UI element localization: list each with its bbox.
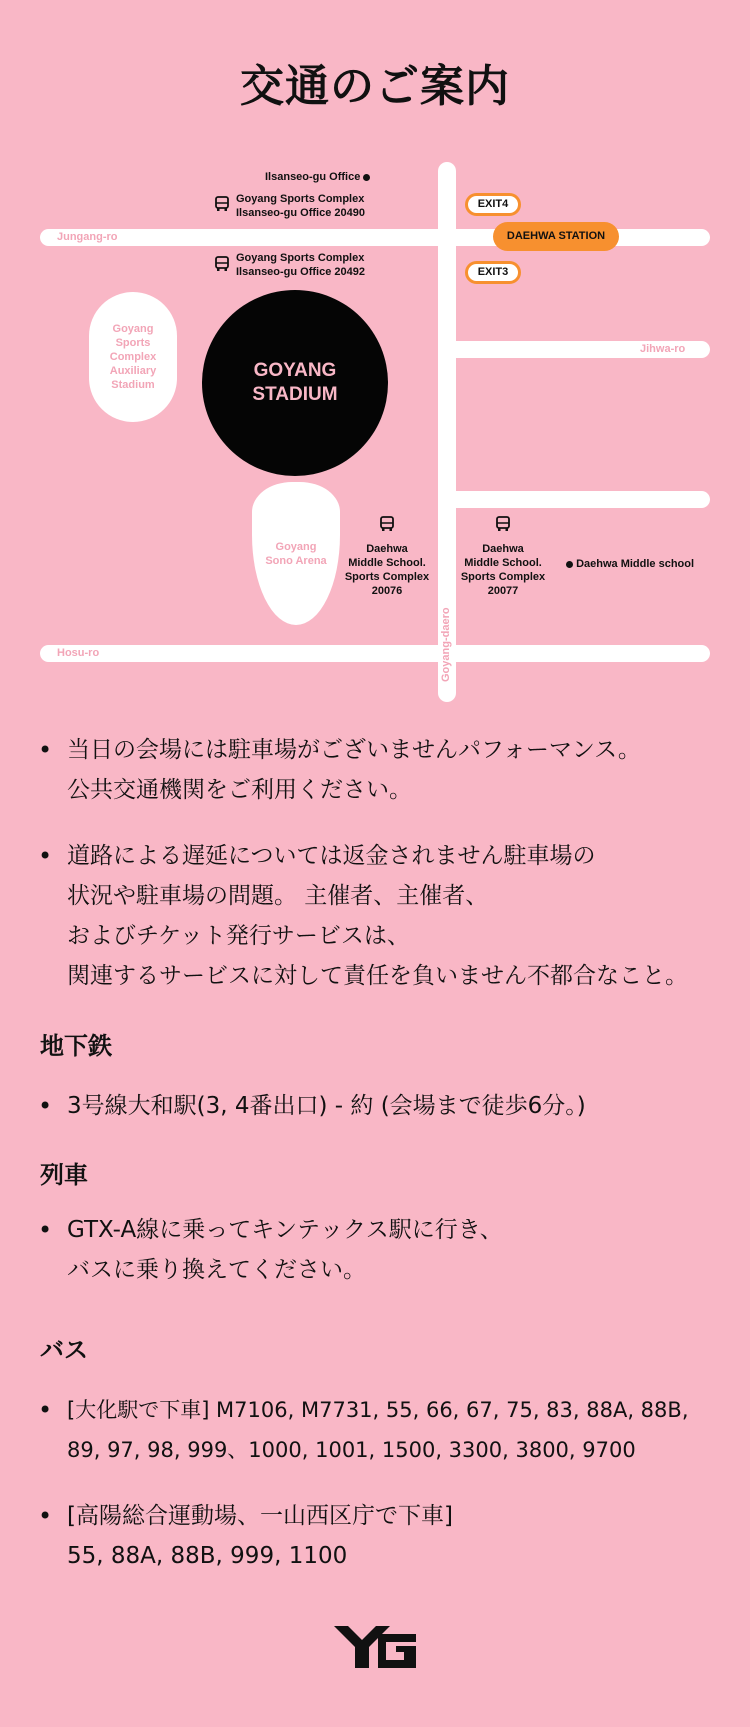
bus-stop-20490-label: Goyang Sports Complex Ilsanseo-gu Office 20490 [236, 193, 365, 219]
bullet: • [38, 1216, 53, 1244]
bus-icon [214, 256, 230, 272]
road-hosu [40, 645, 710, 662]
note2-line2: 状況や駐車場の問題。 主催者、主催者、 [67, 883, 489, 909]
train-item-line2: バスに乗り換えてください。 [67, 1257, 366, 1283]
bus-item2-line1: [高陽総合運動場、一山西区庁で下車] [67, 1503, 453, 1529]
train-heading: 列車 [40, 1161, 88, 1189]
road-label-goyang-daero: Goyang-daero [440, 607, 452, 682]
bullet: • [38, 1396, 53, 1424]
subway-item: 3号線大和駅(3, 4番出口) - 約 (会場まで徒歩6分。) [67, 1093, 586, 1119]
subway-heading: 地下鉄 [40, 1032, 112, 1060]
note2-line3: およびチケット発行サービスは、 [67, 923, 410, 949]
road-label-jungang: Jungang-ro [57, 231, 118, 243]
exit4-badge: EXIT4 [465, 193, 521, 216]
road-label-jihwa: Jihwa-ro [640, 343, 686, 355]
page-title: 交通のご案内 [240, 61, 510, 112]
bus-stop-20077-label: Daehwa Middle School. Sports Complex 20077 [460, 543, 546, 597]
train-item-line1: GTX-A線に乗ってキンテックス駅に行き、 [67, 1217, 503, 1243]
bullet: • [38, 736, 53, 764]
auxiliary-stadium: Goyang Sports Complex Auxiliary Stadium [89, 292, 177, 422]
daehwa-station-badge: DAEHWA STATION [493, 222, 619, 251]
bullet: • [38, 1502, 53, 1530]
bus-heading: バス [40, 1336, 88, 1364]
bus-item1-line1: [大化駅で下車] M7106, M7731, 55, 66, 67, 75, 83, 88A, 88B, [67, 1398, 689, 1422]
bullet: • [38, 842, 53, 870]
note2-line4: 関連するサービスに対して責任を負いません不都合なこと。 [67, 963, 688, 989]
goyang-stadium: GOYANG STADIUM [202, 290, 388, 476]
venue-map [0, 150, 750, 710]
bus-stop-20076-label: Daehwa Middle School. Sports Complex 20076 [344, 543, 430, 597]
note2-line1: 道路による遅延については返金されません駐車場の [67, 843, 596, 869]
note1-line2: 公共交通機関をご利用ください。 [67, 777, 412, 803]
bullet: • [38, 1092, 53, 1120]
road-middle [447, 491, 710, 508]
daehwa-middle-school-label: Daehwa Middle school [566, 557, 694, 571]
note1-line1: 当日の会場には駐車場がございませんパフォーマンス。 [67, 737, 641, 763]
bus-icon [214, 196, 230, 212]
daehwa-middle-school-dot [566, 561, 573, 568]
bus-icon [495, 516, 511, 532]
ilsanseo-office-label: Ilsanseo-gu Office [265, 170, 370, 184]
road-label-hosu: Hosu-ro [57, 647, 100, 659]
exit3-badge: EXIT3 [465, 261, 521, 284]
yg-logo-icon [334, 1626, 416, 1668]
bus-icon [379, 516, 395, 532]
bus-item1-line2: 89, 97, 98, 999、1000, 1001, 1500, 3300, 3800, 9700 [67, 1438, 636, 1462]
bus-stop-20492-label: Goyang Sports Complex Ilsanseo-gu Office 20492 [236, 252, 365, 278]
sono-arena: Goyang Sono Arena [252, 482, 340, 625]
ilsanseo-office-dot [363, 174, 370, 181]
bus-item2-line2: 55, 88A, 88B, 999, 1100 [67, 1543, 348, 1569]
